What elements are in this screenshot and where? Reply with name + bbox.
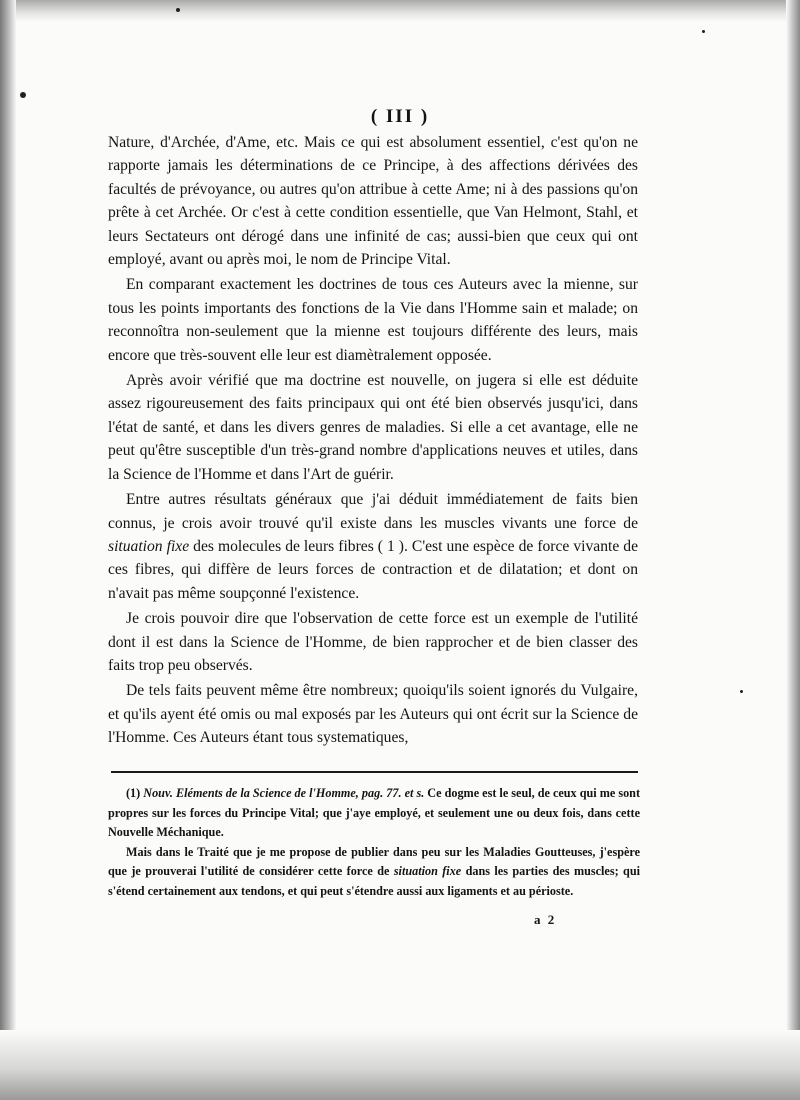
paragraph-3: Après avoir vérifié que ma doctrine est nouvelle, on jugera si elle est déduite assez rigoureusement des faits principaux qui ont été bien observés jusqu'ici, dans l'état de santé, et dans les divers genres de maladies. Si elle a cet avantage, elle ne peut qu'être susceptible d'un très-grand nombre d'applications neuves et utiles, dans la Science de l'Homme et dans l'Art de guérir. [108,372,638,483]
paragraph-5: Je crois pouvoir dire que l'observation de cette force est un exemple de l'utilité dont il est dans la Science de l'Homme, de bien rapprocher et de bien classer des faits trop peu observés. [108,610,638,674]
signature-mark: a 2 [534,912,557,927]
emphasis-situation-fixe: situation fixe [108,537,190,555]
paragraph-6: De tels faits peuvent même être nombreux; quoiqu'ils soient ignorés du Vulgaire, et qu'ils ayent été omis ou mal exposés par les Auteurs qui ont écrit sur la Science de l'Homme. Ces Auteurs étant tous systematiques, [108,682,638,747]
footnote-1 [108,784,640,843]
footnote-2 [108,843,640,902]
ink-speck [740,690,743,693]
footnote-rule [111,771,638,773]
ink-speck [20,92,26,98]
paragraph-4 [108,488,638,605]
paragraph-1: Nature, d'Archée, d'Ame, etc. Mais ce qui est absolument essentiel, c'est qu'on ne rapporte jamais les déterminations de ce Principe, à des affections dérivées des facultés de prévoyance, ou autres qu'on attribue à cette Ame; ni à des passions qu'on prête à cet Archée. Or c'est à cette condition essentielle, que Van Helmont, Stahl, et leurs Sectateurs ont dérogé dans une infinité de cas; aussi-bien que ceux qui ont employé, avant ou après moi, le nom de Principe Vital. [108,134,638,269]
paragraph-4-text-b: des molecules de leurs fibres ( 1 ). C'est une espèce de force vivante de ces fibres, qui diffère de leurs forces de contraction et de dilatation; et dont on n'avait pas même soupçonné l'existence. [108,537,638,602]
footnote-1-number: (1) [126,786,144,800]
scan-edge-top [0,0,800,22]
footnotes [108,784,640,901]
footnote-2-text-b: dans les parties des muscles; qui s'étend certainement aux tendons, et qui peut s'étendre aussi aux ligaments et au périoste. [108,864,640,898]
ink-speck [176,8,180,12]
paragraph-4-text-a: Entre autres résultats généraux que j'ai déduit immédiatement de faits bien connus, je crois avoir trouvé qu'il existe dans les muscles vivants une force de [108,491,638,532]
footnote-1-reference: Nouv. Eléments de la Science de l'Homme, pag. 77. et s. [143,786,425,800]
main-text [108,131,638,750]
ink-speck [702,30,705,33]
footnote-1-text: Ce dogme est le seul, de ceux qui me sont propres sur les forces du Principe Vital; que j'aye employé, et seulement une ou deux fois, dans cette Nouvelle Méchanique. [108,786,641,839]
scan-edge-bottom [0,1030,800,1100]
paragraph-2: En comparant exactement les doctrines de tous ces Auteurs avec la mienne, sur tous les points importants des fonctions de la Vie dans l'Homme sain et malade; on reconnoîtra non-seulement que la mienne est toujours différente des leurs, mais encore que très-souvent elle leur est diamètralement opposée. [108,276,638,364]
scan-edge-right [786,0,800,1100]
scan-edge-left [0,0,16,1100]
footnote-2-emphasis: situation fixe [393,864,462,878]
footnote-2-text-a: Mais dans le Traité que je me propose de publier dans peu sur les Maladies Goutteuses, j'espère que je prouverai l'utilité de considérer cette force de [108,844,640,878]
page-number-header: ( III ) [370,106,430,127]
